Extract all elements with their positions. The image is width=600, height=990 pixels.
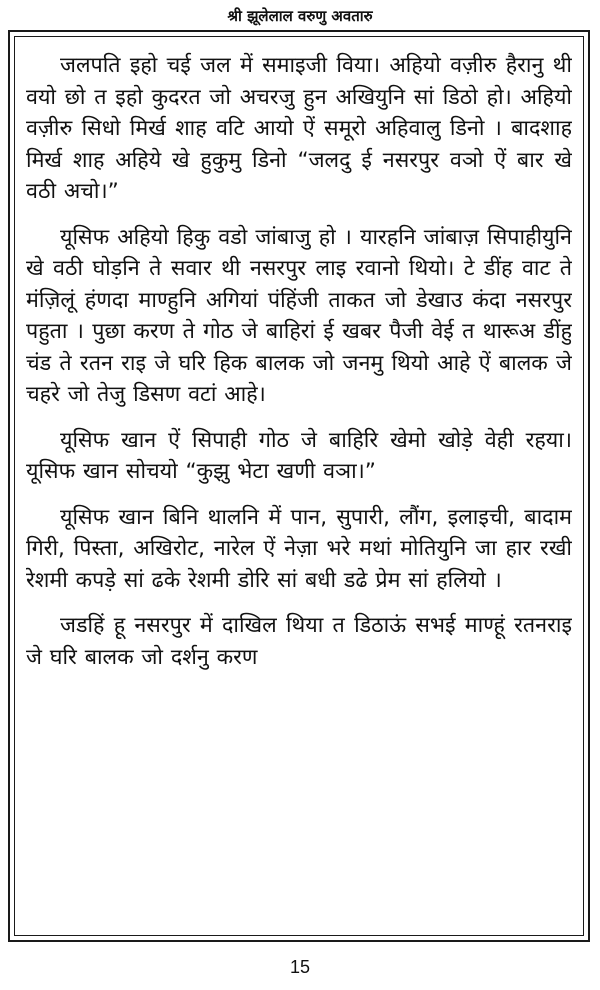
page-number: 15 xyxy=(289,957,311,977)
running-header: श्री झूलेलाल वरुणु अवतारु xyxy=(227,7,373,25)
paragraph-4: यूसिफ खान बिनि थालनि में पान, सुपारी, लौंग, इलाइची, बादाम गिरी, पिस्ता, अखिरोट, नारेल ऐं नेज़ा भरे मथां मोतियुनि जा हार रखी रेशमी कपड़े सां ढके रेशमी डोरि सां बधी डढे प्रेम सां हलियो । xyxy=(26,504,572,593)
paragraph-2: यूसिफ अहियो हिकु वडो जांबाजु हो । यारहनि जांबाज़ सिपाहीयुनि खे वठी घोड़नि ते सवार थी नसरपुर लाइ रवानो थियो। टे डींह वाट ते मंज़िलूं हंणदा माण्हुनि अगियां पंहिंजी ताकत जो डेखाउ कंदा नसरपुर पहुता । पुछा करण ते गोठ जे बाहिरां ई खबर पैजी वेई त थारूअ डींहु चंड ते रतन राइ जे घरि हिक बालक जो जनमु थियो आहे ऐं बालक जे चहरे जो तेजु डिसण वटां आहे। xyxy=(26,224,572,407)
paragraph-3: यूसिफ खान ऐं सिपाही गोठ जे बाहिरि खेमो खोड़े वेही रहया। यूसिफ खान सोचयो “कुझु भेटा खणी वञा।” xyxy=(26,427,572,484)
paragraph-5: जडहिं हू नसरपुर में दाखिल थिया त डिठाऊं सभई माण्हूं रतनराइ जे घरि बालक जो दर्शनु करण xyxy=(26,613,572,670)
body-text xyxy=(26,50,572,930)
paragraph-1: जलपति इहो चई जल में समाइजी विया। अहियो वज़ीरु हैरानु थी वयो छो त इहो कुदरत जो अचरजु हुन अखियुनि सां डिठो हो। अहियो वज़ीरु सिधो मिर्ख शाह वटि आयो ऐं समूरो अहिवालु डिनो । बादशाह मिर्ख शाह अहिये खे हुकुमु डिनो “जलदु ई नसरपुर वञो ऐं बार खे वठी अचो।” xyxy=(26,53,572,204)
